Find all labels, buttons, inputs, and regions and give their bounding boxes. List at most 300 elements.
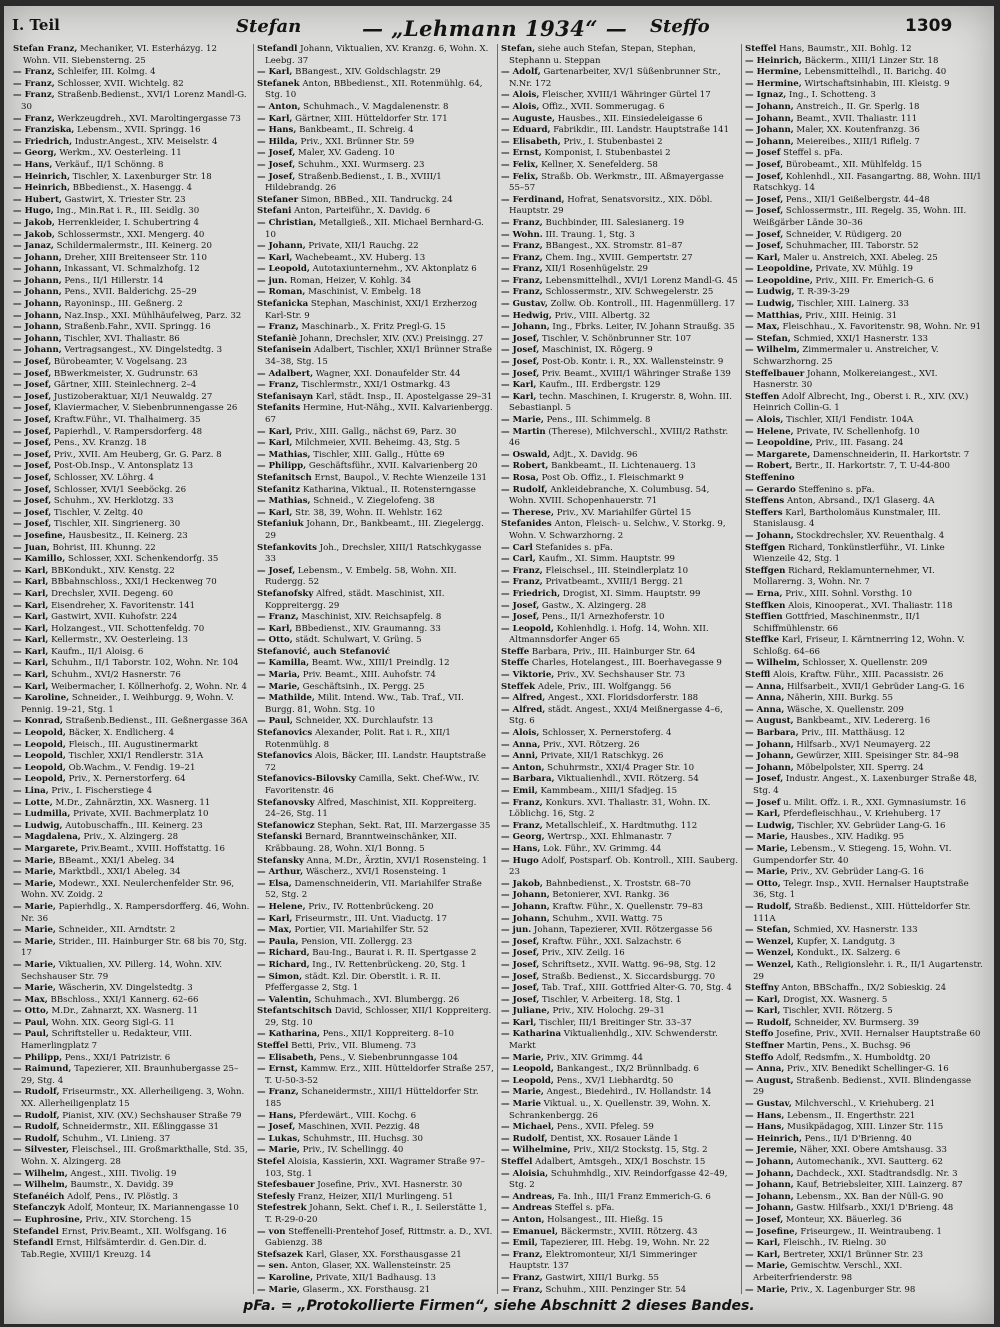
entry-name: Stefanéich [13,1191,65,1202]
directory-entry [501,287,738,299]
entry-name: Stefanovics [257,728,313,739]
entry-name: — Stefan, [745,333,791,344]
entry-details: BBbedienst., X. Hasengg. 4 [69,183,192,194]
entry-name: Steffgen [745,542,786,553]
directory-entry [257,1180,494,1192]
entry-name: — Juliane, [501,1006,550,1017]
entry-name: — Johann, [13,264,62,275]
entry-details: Bankbeamt., XIV. Ledererg. 16 [793,716,931,727]
directory-entry [745,635,983,658]
entry-details: Kaufm., XI. Simm. Hauptstr. 99 [535,554,676,565]
entry-name: — Josef, [13,403,52,414]
directory-entry [13,508,250,520]
entry-name: — August, [745,716,794,727]
entry-name: Stefestrek [257,1203,307,1214]
directory-entry [13,1134,250,1146]
entry-details: Friseurgew., II. Weintraubeng. 1 [797,1226,942,1237]
entry-details: Katharina, Viktual., II. Rotensterngasse [300,484,476,495]
entry-details: BBbahnschloss., XXI/1 Heckenweg 70 [48,577,217,588]
entry-name: — Alois, [501,728,540,739]
entry-name: — Hans, [745,1110,785,1121]
entry-details: Pens., XII/1 Koppreiterg. 8–10 [320,1029,454,1040]
entry-details: Straßb. Ob. Werkmstr., III. Aßmayergasse 55–57 [509,171,724,194]
entry-name: — Kamilla, [257,658,310,669]
entry-name: — Wilhelm, [745,345,800,356]
entry-details: Holzangest., VII. Schottenfeldg. 70 [48,623,205,634]
directory-entry [745,473,983,485]
entry-details: Werkm., XV. Oesterleing. 11 [56,148,182,159]
directory-entry [13,1169,250,1181]
entry-details: Tapezierer, III. Hebg. 19, Wohn. Nr. 22 [537,1238,710,1249]
entry-name: — Leopold, [13,762,66,773]
directory-entry [501,195,738,218]
entry-details: Schriftsetz., XVII. Wattg. 96–98, Stg. 12 [539,959,716,970]
entry-details: Pens., II/1 D'Brienng. 40 [801,1133,912,1144]
entry-name: — Otto, [745,878,781,889]
entry-details: Private, XVII. Bachmerplatz 10 [70,809,209,820]
entry-details: Alois, Kinooperat., XVI. Thaliastr. 118 [785,600,953,611]
directory-entry [501,832,738,844]
entry-details: Johann, Molkereiangest., XVI. Hasnerstr. 30 [753,368,938,391]
directory-entry [501,728,738,740]
entry-name: — Josef, [501,612,540,623]
entry-name: — Ludmilla, [13,809,71,820]
entry-name: — Erna, [745,588,783,599]
directory-entry [745,716,983,728]
directory-entry [745,369,983,392]
entry-name: — Karl, [257,67,293,78]
entry-details: Ernst, Hilfsämterdir. d. Gen.Dir. d. Tab.Regie, XVIII/1 Kreuzg. 14 [21,1238,207,1260]
entry-name: — Max, [257,925,292,936]
entry-name: — Rudolf, [745,901,792,912]
entry-details: Schneid., V. Ziegelofeng. 38 [310,496,435,507]
directory-entry [13,1238,250,1261]
entry-details: Schmied, XXI/1 Hasnerstr. 133 [790,333,929,344]
entry-details: städt. Kzl. Dir. Oberstlt. i. R. II. Pfeffergasse 2, Stg. 1 [265,971,441,994]
entry-name: — Karl, [13,646,49,657]
entry-details: Gastw., X. Alzingerg. 28 [539,600,647,611]
directory-entry [745,1261,983,1284]
directory-entry [501,1157,738,1169]
entry-name: — Eduard, [501,125,551,136]
entry-name: — Hubert, [13,194,62,205]
entry-name: Stefanicka [257,299,309,310]
directory-entry [745,438,983,450]
entry-details: Johann, Drechsler, XIV. (XV.) Preisingg. 27 [296,333,484,344]
entry-name: — Rudolf, [13,1122,60,1133]
entry-details: Aloisia, Kassierin, XXI. Wagramer Straße 97–103, Stg. 1 [265,1157,485,1179]
entry-name: — Johann, [745,1168,794,1179]
entry-name: — Katharina, [257,1029,321,1040]
entry-name: — Josef, [745,171,784,182]
entry-details: Pens., XXI/1 Patrizistr. 6 [62,1052,171,1063]
entry-name: — Johann, [745,739,794,750]
entry-name: — Franz, [13,113,55,124]
entry-details: Str. 38, 39, Wohn. II. Wehlstr. 162 [292,507,443,518]
entry-name: — Paul, [13,1017,49,1028]
directory-entry [501,844,738,856]
entry-details: Schuhrmstr., XXI/4 Prager Str. 10 [544,762,695,773]
directory-entry [257,264,494,276]
entry-details: Lok. Führ., XV. Grimmg. 44 [540,843,662,854]
entry-name: — Marie, [745,867,788,878]
entry-details: Post-Ob. Kontr. i. R., XX. Wallensteinstr. 9 [539,357,724,368]
directory-entry [745,90,983,102]
directory-entry [745,1099,983,1111]
entry-name: — Lukas, [257,1133,301,1144]
entry-details: Alfred, Maschinist, XII. Koppreiterg. 24–26, Stg. 11 [265,797,477,820]
directory-entry [257,1203,494,1226]
entry-details: Pens., V. Siebenbrunngasse 104 [316,1052,459,1063]
directory-entry [257,948,494,960]
directory-entry [745,276,983,288]
directory-entry [745,531,983,543]
entry-details: Metallschleif., X. Hardtmuthg. 112 [542,820,698,831]
entry-details: Anna, M.Dr., Ärztin, XVI/1 Rosensteing. 1 [303,855,488,866]
directory-entry [13,1180,250,1192]
entry-details: Schuhmach., XVI. Blumbergg. 26 [311,994,460,1005]
entry-name: — Josef, [13,449,52,460]
entry-name: — Wenzel, [745,936,794,947]
directory-entry [13,1029,250,1052]
entry-details: Maler, XV. Gadeng. 10 [295,148,395,159]
entry-name: — Johann, [13,299,62,310]
directory-entry [257,716,494,728]
entry-details: Papierhdlg., X. Rampersdorfferg. 46, Wohn. Nr. 36 [21,901,250,924]
directory-entry [13,160,250,172]
directory-entry [745,345,983,368]
entry-details: BBbedienst., XIV. Graumanng. 33 [292,623,441,634]
directory-entry [745,1006,983,1018]
entry-name: — Josef, [13,472,52,483]
directory-entry [13,125,250,137]
entry-name: Steffel [745,44,777,54]
entry-name: — Karl, [13,670,49,681]
entry-name: — Heinrich, [745,55,802,66]
entry-name: — Rudolf, [13,1087,60,1098]
directory-entry [257,682,494,694]
entry-details: BBwerkmeister, X. Gudrunstr. 63 [51,368,198,379]
entry-details: Pianist, XIV. (XV.) Sechshauser Straße 79 [59,1110,242,1121]
directory-entry [501,1169,738,1192]
entry-details: Schuhm., II/1 Taborstr. 102, Wohn. Nr. 104 [48,658,239,669]
entry-details: Kohlenhdlg. i. Hofg. 14, Wohn. XII. Altmannsdorfer Anger 65 [509,623,709,646]
directory-entry [13,427,250,439]
entry-details: Adolf, Redsmfm., X. Humboldtg. 20 [773,1052,931,1063]
entry-details: städt. Angest., XXI/4 Meißnergasse 4–6, Stg. 6 [509,704,723,727]
directory-entry [501,890,738,902]
directory-entry [501,960,738,972]
entry-details: Näherin, XIII. Burkg. 55 [784,693,893,704]
entry-details: Maschinist, XIV. Reichsapfelg. 8 [298,612,442,623]
entry-details: Komponist, I. Stubenbastei 2 [541,148,671,159]
entry-name: — Richard, [257,948,310,959]
directory-entry [501,1029,738,1052]
directory-entry [745,253,983,265]
entry-name: — Konrad, [13,716,63,727]
entry-details: Schneider., XII. Arndtstr. 2 [55,925,176,936]
entry-name: — Otto, [257,635,293,646]
entry-details: Bertr., II. Harkortstr. 7, T. U-44-800 [792,461,951,472]
directory-entry [745,948,983,960]
directory-entry [501,369,738,381]
entry-details: Adalbert, Amtsgeh., XIX/1 Boschstr. 15 [532,1157,706,1167]
directory-entry [257,380,494,392]
directory-entry [501,786,738,798]
directory-entry [501,230,738,242]
entry-details: Kraftw. Führ., XXI. Salzachstr. 6 [539,936,682,947]
entry-details: Lebensm., V. Stiegeng. 15, Wohn. VI. Gumpendorfer Str. 40 [753,843,952,866]
entry-details: Konkurs. XVI. Thaliastr. 31, Wohn. IX. Löblichg. 16, Stg. 2 [509,797,711,820]
directory-entry [745,299,983,311]
entry-name: — Robert, [745,461,793,472]
entry-details: Damenschneiderin, II. Harkortstr. 7 [810,449,970,460]
entry-name: — Josef, [257,171,296,182]
entry-details: Angest., XXI. Floridsdorferstr. 188 [545,693,699,704]
entry-name: — Viktorie, [501,670,555,681]
directory-entry [501,461,738,473]
directory-entry [13,415,250,427]
entry-name: — Hans, [745,1122,785,1133]
directory-entry [501,114,738,126]
entry-name: Stefanits [257,403,301,414]
directory-entry [13,624,250,636]
entry-details: Naz.Insp., XXI. Mühlhäufelweg, Parz. 32 [61,310,242,321]
entry-name: — Mathias, [257,449,311,460]
entry-name: — Franz, [257,380,299,391]
entry-details: Ernst, Priv.Beamt., XII. Wolfsgang. 16 [58,1226,227,1237]
entry-details: u. Milit. Offz. i. R., XXI. Gymnasiumstr. 16 [780,797,966,808]
directory-entry [257,728,494,751]
entry-details: III. Traung. 1, Stg. 3 [542,229,635,240]
entry-details: Kondukt., IX. Salzerg. 6 [793,948,901,959]
entry-details: Priv., X. Lagenburger Str. 98 [787,1284,916,1294]
entry-name: Steffien [745,612,783,623]
entry-details: Karl, Bartholomäus Kunstmaler, III. Stanislausg. 4 [753,507,941,530]
header-part: I. Teil [12,16,60,34]
entry-name: — Richard, [257,959,310,970]
directory-entry [13,832,250,844]
directory-entry [501,519,738,542]
directory-entry [257,287,494,299]
directory-entry [501,380,738,392]
entry-details: Simon, BBBed., XII. Tandruckg. 24 [298,194,453,205]
directory-entry [257,879,494,902]
directory-entry [501,264,738,276]
entry-name: — Janaz, [13,241,54,252]
entry-name: — Margarete, [745,449,811,460]
entry-name: — Michael, [501,1122,555,1133]
directory-entry [13,172,250,184]
directory-entry [13,937,250,960]
directory-entry [745,508,983,531]
entry-details: Maler, XX. Koutenfranzg. 36 [793,125,920,136]
directory-entry [13,369,250,381]
entry-details: Josefine, Priv., XVI. Hasnerstr. 30 [314,1180,463,1191]
entry-details: Wertrsp., XXI. Ehlmanastr. 7 [544,832,672,843]
directory-entry [13,183,250,195]
directory-entry [257,774,494,797]
directory-entry [745,751,983,763]
entry-details: Dachdeck., XXI. Stadtrandsdlg. Nr. 3 [793,1168,958,1179]
entry-details: Alois, Bäcker, III. Landstr. Hauptstraße 72 [265,751,486,773]
entry-name: — Wilhelm, [13,1180,68,1191]
directory-entry [745,682,983,694]
entry-name: — Franz, [13,78,55,89]
directory-entry [501,763,738,775]
entry-name: — Rudolf, [501,1133,548,1144]
directory-entry [501,357,738,369]
directory-entry [13,879,250,902]
header-title: — „Lehmann 1934“ — [362,16,628,41]
entry-details: Verkäuf., II/1 Schönng. 8 [52,159,164,170]
directory-entry [501,473,738,485]
entry-name: — Karl, [13,623,49,634]
entry-details: Strider., III. Hainburger Str. 68 bis 70, Stg. 17 [21,936,247,959]
directory-entry [745,612,983,635]
entry-details: Tapezierer, XII. Braunhubergasse 25–29, Stg. 4 [21,1064,239,1086]
entry-name: — Franziska, [13,125,75,136]
entry-details: Bankangest., IX/2 Brünnlbadg. 6 [553,1064,700,1075]
directory-entry [257,345,494,368]
entry-name: — Josef, [13,391,52,402]
entry-name: — Lina, [13,786,49,796]
entry-details: Karl, Friseur, I. Kärntnerring 12, Wohn. V. Schloßg. 64–66 [753,635,965,657]
entry-name: Steffner [745,1041,784,1052]
entry-name: — Hans, [257,1110,297,1121]
entry-details: Fleischsel., III. Steindlerplatz 10 [542,565,689,576]
directory-entry [745,937,983,949]
entry-details: Lebensm., V. Embelg. 58, Wohn. XII. Rudergg. 52 [265,565,457,588]
entry-name: — Anna, [745,693,785,704]
directory-entry [745,450,983,462]
entry-name: — Josef, [501,983,540,994]
directory-entry [13,380,250,392]
entry-name: Stefanides [501,519,552,530]
entry-details: Möbelpolster, XII. Sperrg. 24 [793,762,924,773]
directory-entry [745,543,983,566]
directory-entry [501,1064,738,1076]
entry-details: Tab. Traf., XIII. Gottfried Alter-G. 70, Stg. 4 [539,983,732,994]
entry-name: — Ernst, [501,148,542,159]
entry-details: Tischlermstr., XXI/1 Ostmarkg. 43 [298,380,451,391]
entry-details: Stephan, Sekt. Rat, III. Marzergasse 35 [314,820,491,831]
directory-entry [745,44,983,56]
entry-name: — Franz, [501,252,543,263]
directory-entry [745,821,983,833]
entry-name: — Franz, [501,241,543,252]
entry-name: — Leopoldine, [745,275,813,286]
directory-entry [501,647,738,659]
directory-entry [257,485,494,497]
entry-details: Camilla, Sekt. Chef-Ww., IV. Favoritenstr. 46 [265,774,480,796]
directory-entry [745,1145,983,1157]
entry-name: — Paula, [257,936,299,947]
entry-details: Wohn. VII. Siebensterng. 25 [23,55,146,66]
directory-entry [13,264,250,276]
directory-entry [745,809,983,821]
entry-name: — Philipp, [257,461,307,472]
directory-entry [745,230,983,242]
entry-name: — Josef, [13,415,52,425]
directory-entry [257,612,494,624]
directory-entry [745,392,983,415]
entry-name: — Johann, [13,275,62,286]
entry-details: Fleischhau., X. Favoritenstr. 98, Wohn. Nr. 91 [779,322,982,333]
directory-entry [257,1145,494,1157]
entry-name: — Johann, [501,901,550,912]
entry-name: — Aloisia, [501,1168,549,1179]
entry-details: Inkassant, VI. Schmalzhofg. 12 [61,264,200,275]
entry-details: Wäscherin, XV. Dingelstedtg. 3 [55,983,193,994]
entry-details: Wäsche, X. Quellenstr. 209 [784,704,904,715]
entry-details: T. R-39-3-29 [794,287,850,298]
entry-name: — Leopold, [501,1064,554,1075]
directory-entry [501,937,738,949]
entry-name: — Karl, [745,1238,781,1249]
entry-name: — Karl, [13,565,49,576]
entry-details: Gartenarbeiter, XV/1 Süßenbrunner Str., N.Nr. 172 [509,67,721,89]
directory-entry [745,172,983,195]
entry-details: Offiz., XVII. Sommerugag. 6 [539,101,665,112]
entry-name: — Marie, [501,1052,544,1063]
entry-details: Gastwirt, XIII/1 Burkg. 55 [542,1272,659,1283]
entry-details: Priv.Beamt., XVIII. Hoffstattg. 16 [78,843,226,854]
entry-name: — Rudolf, [13,1110,60,1121]
directory-entry [257,1192,494,1204]
entry-name: — Karl, [257,438,293,449]
entry-name: Stefaner [257,194,299,205]
directory-entry [13,647,250,659]
directory-entry [745,148,983,160]
entry-details: Anton, BBbedienst., XII. Rotenmühlg. 64, Stg. 10 [265,78,483,101]
entry-details: Schneider, XX. Durchlaufstr. 13 [292,716,434,727]
directory-entry [257,925,494,937]
entry-details: Pension, VII. Zollergg. 23 [298,936,413,947]
directory-entry [745,589,983,601]
directory-entry [501,160,738,172]
directory-entry [501,995,738,1007]
directory-entry [501,1122,738,1134]
entry-name: — Maria, [257,670,301,681]
entry-name: — Georg, [13,148,57,159]
entry-name: — Leopoldine, [745,438,813,449]
entry-details: Priv., XIV. Benedikt Schellinger-G. 16 [784,1064,949,1075]
entry-details: Alfred, städt. Maschinist, XII. Koppreitergg. 29 [265,588,445,611]
directory-entry [13,403,250,415]
entry-details: Gemischtw. Verschl., XXI. Arbeiterfrienderstr. 98 [753,1261,903,1283]
entry-name: — Rudolf, [745,1017,792,1028]
entry-name: — Franz, [13,67,55,78]
entry-details: Schuhmhdlg., XIV. Reindorfgasse 42–49, Stg. 2 [509,1168,728,1191]
entry-name: — Alfred, [501,704,546,715]
directory-entry [257,218,494,241]
entry-details: Drogist, XX. Wasnerg. 5 [780,994,888,1005]
entry-name: — Johann, [13,287,62,298]
entry-details: Bahnbedienst., X. Troststr. 68–70 [542,878,691,889]
directory-entry [501,693,738,705]
entry-name: — August, [745,1075,794,1086]
directory-entry [501,218,738,230]
entry-name: — Wohn. [501,229,543,240]
entry-name: — Mathias, [257,496,311,507]
entry-details: Post-Ob.Insp., V. Antonsplatz 13 [51,461,194,472]
entry-details: Bohrist, III. Khunng. 22 [49,542,156,553]
directory-entry [13,786,250,798]
entry-details: Priv., XIV. Holochg. 29–31 [549,1006,665,1017]
entry-name: — Jakob, [501,878,543,889]
directory-entry [13,1111,250,1123]
